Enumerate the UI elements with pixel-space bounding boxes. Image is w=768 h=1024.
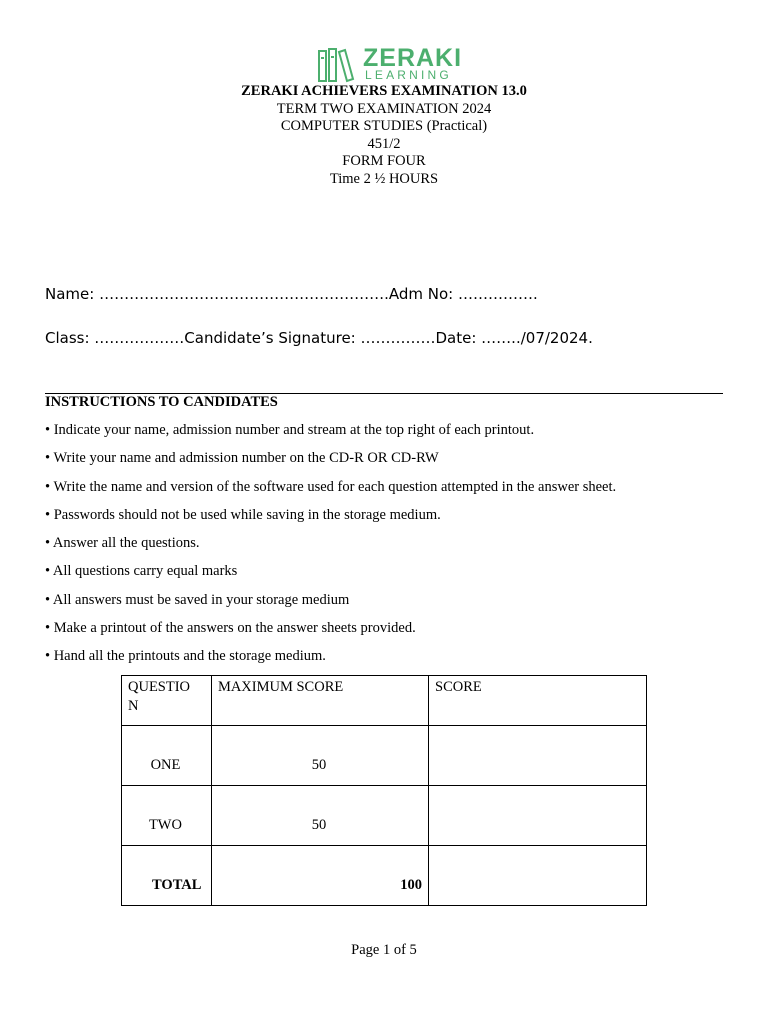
table-row — [122, 786, 647, 846]
instruction-item: • Indicate your name, admission number and stream at the top right of each printout. — [45, 422, 535, 438]
exam-header — [0, 83, 768, 188]
instruction-item: • Passwords should not be used while saving in the storage medium. — [45, 506, 441, 523]
exam-term: TERM TWO EXAMINATION 2024 — [276, 100, 492, 117]
question-cell: ONE — [122, 726, 212, 786]
instructions-list — [45, 422, 616, 677]
header-question: QUESTIO N — [122, 676, 212, 726]
instruction-item: • Make a printout of the answers on the answer sheets provided. — [45, 620, 416, 637]
score-cell — [429, 786, 647, 846]
logo-tagline: LEARNING — [365, 68, 452, 82]
page-number: Page 1 of 5 — [351, 942, 417, 958]
total-value-cell: 100 — [211, 846, 428, 906]
class-signature-date-field: Class: ………………Candidate’s Signature: ……………Date: ……../07/2024. — [45, 329, 593, 347]
total-label-cell: TOTAL — [122, 846, 212, 906]
books-icon — [317, 46, 357, 84]
total-score-cell — [429, 846, 647, 906]
zeraki-logo — [317, 44, 463, 84]
exam-code: 451/2 — [367, 135, 401, 152]
table-row-total — [122, 846, 647, 906]
name-adm-field: Name: ………………………………………………….Adm No: ……………. — [45, 285, 538, 303]
instruction-item: • Write the name and version of the software used for each question attempted in the answer sheet. — [45, 478, 617, 495]
instructions-heading: INSTRUCTIONS TO CANDIDATES — [45, 394, 278, 410]
instruction-item: • Answer all the questions. — [45, 535, 200, 552]
exam-title: ZERAKI ACHIEVERS EXAMINATION 13.0 — [241, 83, 527, 99]
exam-subject: COMPUTER STUDIES (Practical) — [280, 118, 488, 134]
table-row — [122, 726, 647, 786]
instruction-item: • All answers must be saved in your storage medium — [45, 591, 350, 608]
instruction-item: • Hand all the printouts and the storage medium. — [45, 648, 326, 665]
max-score-cell: 50 — [211, 786, 428, 846]
exam-time: Time 2 ½ HOURS — [329, 170, 439, 187]
score-table-header — [122, 676, 647, 726]
exam-form: FORM FOUR — [342, 153, 426, 169]
score-table — [121, 675, 647, 906]
question-cell: TWO — [122, 786, 212, 846]
instruction-item: • All questions carry equal marks — [45, 563, 238, 580]
max-score-cell: 50 — [211, 726, 428, 786]
score-cell — [429, 726, 647, 786]
logo-brand: ZERAKI — [363, 44, 463, 72]
header-maximum-score: MAXIMUM SCORE — [211, 676, 428, 726]
instruction-item: • Write your name and admission number on the CD-R OR CD-RW — [45, 450, 439, 467]
header-score: SCORE — [429, 676, 647, 726]
